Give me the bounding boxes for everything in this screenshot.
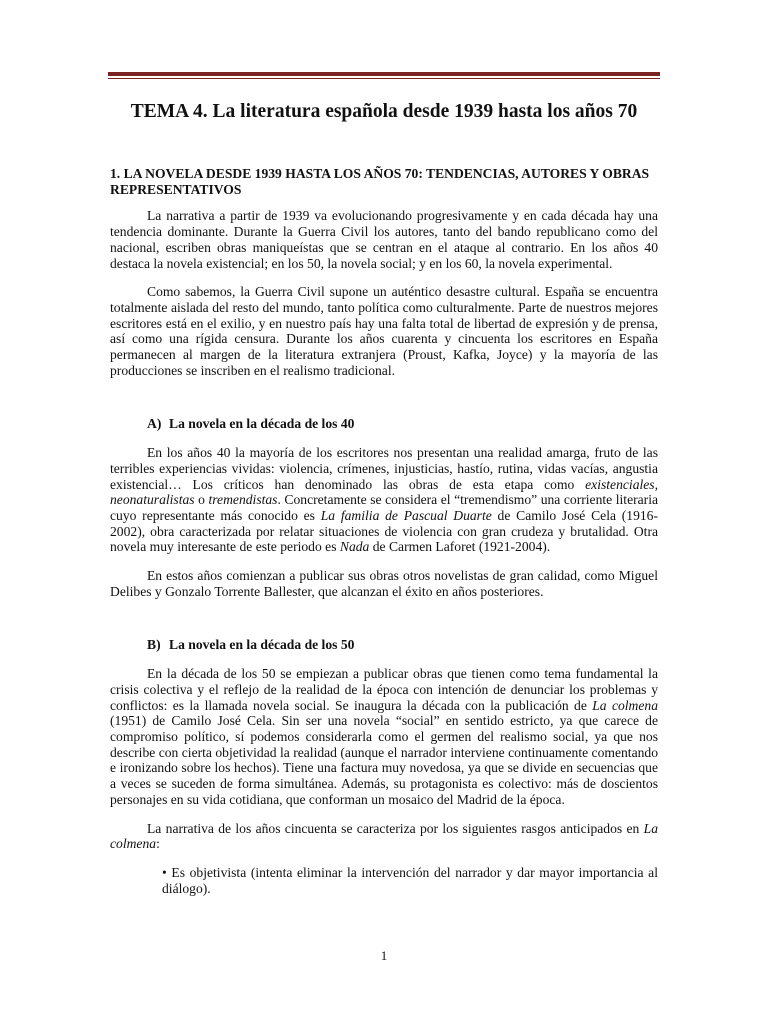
- document-title: TEMA 4. La literatura española desde 1939 hasta los años 70: [130, 101, 638, 122]
- paragraph-50s: En la década de los 50 se empiezan a publicar obras que tienen como tema fundamental la crisis colectiva y el reflejo de la realidad de la época con intención de denunciar los problemas y conflictos: es la llamada novela social. Se inaugura la década con la publicación de La colmena (1951) de Camilo José Cela. Sin ser una novela “social” en sentido estricto, ya que carece de compromiso político, sí podemos considerarla como el germen del realismo social, ya que nos describe con cierta objetividad la realidad (aunque el narrador interviene continuamente comentando e ironizando sobre los hechos). Tiene una factura muy novedosa, ya que se divide en secuencias que a veces se suceden de forma simultánea. Además, su protagonista es colectivo: más de doscientos personajes en su vida cotidiana, que conforman un mosaico del Madrid de la época.: [110, 666, 658, 807]
- paragraph-40s: En los años 40 la mayoría de los escritores nos presentan una realidad amarga, fruto de las terribles experiencias vividas: violencia, crímenes, injusticias, hastío, rutina, vidas vacías, angustia existencial… Los críticos han denominado las obras de esta etapa como existenciales, neonaturalistas o tremendistas. Concretamente se considera el “tremendismo” una corriente literaria cuyo representante más conocido es La familia de Pascual Duarte de Camilo José Cela (1916-2002), obra caracterizada por relatar situaciones de violencia con gran crudeza y brutalidad. Otra novela muy interesante de este periodo es Nada de Carmen Laforet (1921-2004).: [110, 445, 659, 555]
- header-rule-thin: [108, 78, 660, 79]
- paragraph-50s-traits: La narrativa de los años cincuenta se caracteriza por los siguientes rasgos anticipados en La colmena:: [110, 820, 658, 852]
- section-heading-1: 1. LA NOVELA DESDE 1939 HASTA LOS AÑOS 70: TENDENCIAS, AUTORES Y OBRAS REPRESENTATIVOS: [110, 166, 650, 197]
- subsection-title-a: La novela en la década de los 40: [169, 416, 355, 432]
- document-body: [110, 100, 658, 896]
- subsection-title-b: La novela en la década de los 50: [169, 637, 355, 653]
- list-item: • Es objetivista (intenta eliminar la intervención del narrador y dar mayor importancia al diálogo).: [162, 864, 658, 896]
- paragraph-40s-authors: En estos años comienzan a publicar sus obras otros novelistas de gran calidad, como Miguel Delibes y Gonzalo Torrente Ballester, que alcanzan el éxito en años posteriores.: [110, 568, 658, 599]
- subsection-letter-a: A): [147, 416, 162, 432]
- paragraph-intro: La narrativa a partir de 1939 va evolucionando progresivamente y en cada década hay una tendencia dominante. Durante la Guerra Civil los autores, tanto del bando republicano como del nacional, escriben obras maniqueístas que se centran en el ataque al contrario. En los años 40 destaca la novela existencial; en los 50, la novela social; y en los 60, la novela experimental.: [110, 208, 658, 271]
- subsection-heading-b: [110, 637, 658, 653]
- subsection-letter-b: B): [147, 637, 161, 653]
- paragraph-context: Como sabemos, la Guerra Civil supone un auténtico desastre cultural. España se encuentra totalmente aislada del resto del mundo, tanto política como culturalmente. Parte de nuestros mejores escritores está en el exilio, y en nuestro país hay una falta total de libertad de expresión y de prensa, así como una rígida censura. Durante los años cuarenta y cincuenta los escritores en España permanecen al margen de la literatura extranjera (Proust, Kafka, Joyce) y la mayoría de las producciones se inscriben en el realismo tradicional.: [110, 284, 658, 378]
- page-number: 1: [380, 948, 388, 963]
- subsection-heading-a: [110, 416, 658, 432]
- header-rule: [108, 72, 660, 76]
